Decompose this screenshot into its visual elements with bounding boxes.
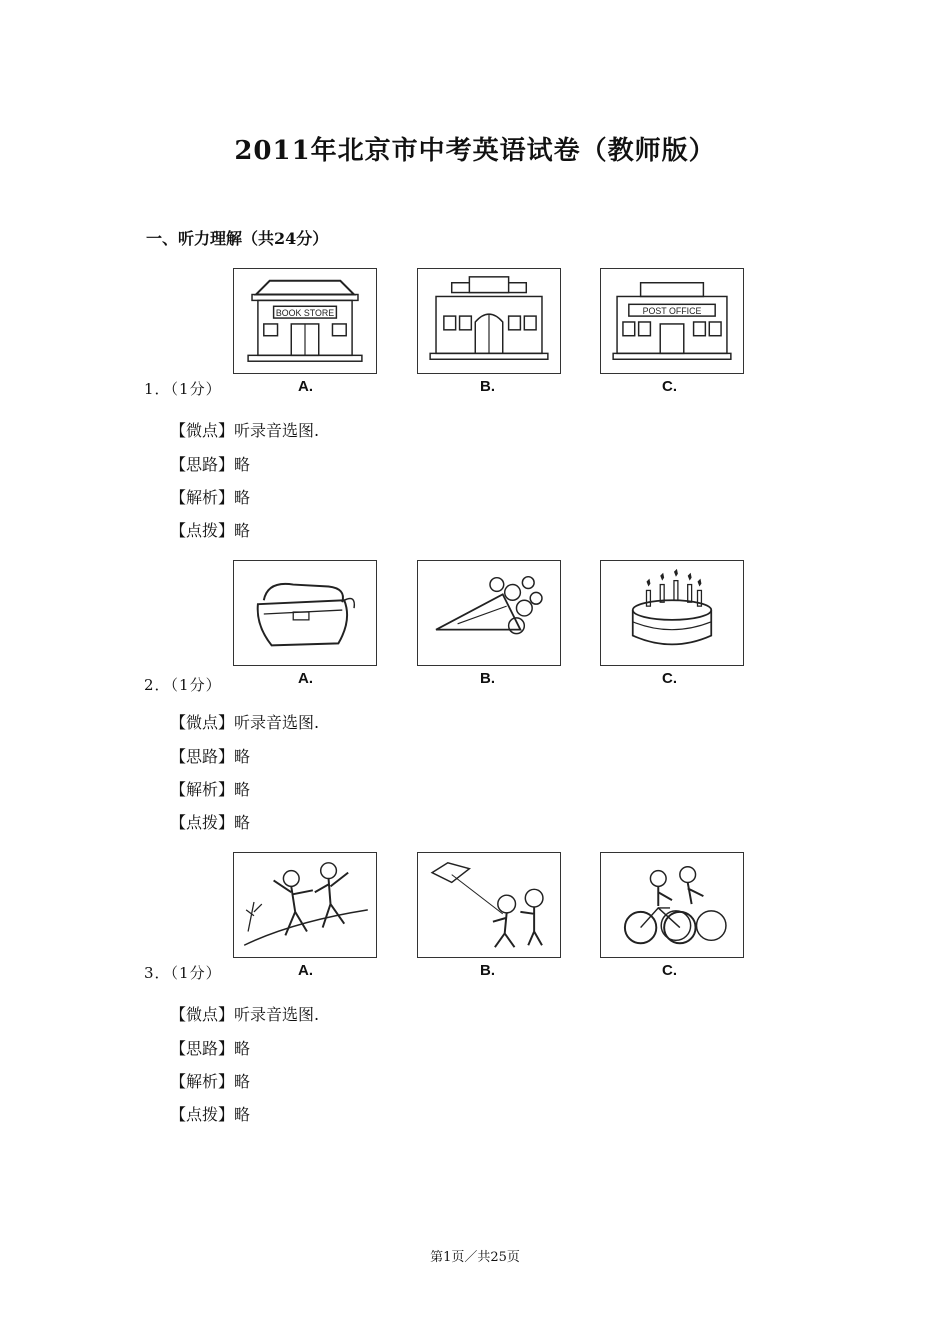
kids-climbing-icon	[234, 853, 376, 957]
bank-building-icon	[418, 269, 560, 373]
kids-riding-bikes-icon	[601, 853, 743, 957]
option-b-label: B.	[480, 962, 495, 979]
option-c-label: C.	[662, 378, 677, 395]
answer-line-point: 【微点】听录音选图.	[170, 421, 320, 440]
question-number: 2．（1分）	[144, 676, 222, 694]
answer-line-point: 【微点】听录音选图.	[170, 1005, 320, 1024]
birthday-cake-icon	[601, 561, 743, 665]
answer-line-tip: 【点拨】略	[170, 1105, 251, 1124]
answer-line-approach: 【思路】略	[170, 747, 251, 766]
question-number: 1．（1分）	[144, 380, 222, 398]
answer-line-approach: 【思路】略	[170, 1039, 251, 1058]
answer-line-point: 【微点】听录音选图.	[170, 713, 320, 732]
answer-line-approach: 【思路】略	[170, 455, 251, 474]
page-footer: 第1页／共25页	[430, 1250, 520, 1265]
option-c-cake-picture	[600, 560, 744, 666]
question-number: 3．（1分）	[144, 964, 222, 982]
flower-bouquet-icon	[418, 561, 560, 665]
option-c-label: C.	[662, 670, 677, 687]
section-heading: 一、听力理解（共24分）	[146, 229, 329, 248]
option-a-book-store-picture	[233, 268, 377, 374]
option-a-climbing-picture	[233, 852, 377, 958]
answer-line-analysis: 【解析】略	[170, 1072, 251, 1091]
option-a-label: A.	[298, 962, 313, 979]
option-a-label: A.	[298, 670, 313, 687]
answer-line-tip: 【点拨】略	[170, 521, 251, 540]
book-store-building-icon	[234, 269, 376, 373]
option-b-bank-picture	[417, 268, 561, 374]
option-c-label: C.	[662, 962, 677, 979]
answer-line-tip: 【点拨】略	[170, 813, 251, 832]
answer-line-analysis: 【解析】略	[170, 780, 251, 799]
handbag-icon	[234, 561, 376, 665]
option-a-label: A.	[298, 378, 313, 395]
option-a-handbag-picture	[233, 560, 377, 666]
option-b-label: B.	[480, 670, 495, 687]
question-1	[0, 268, 950, 560]
option-b-kite-picture	[417, 852, 561, 958]
option-b-label: B.	[480, 378, 495, 395]
page-title: 2011年北京市中考英语试卷（教师版）	[234, 136, 716, 166]
svg-text:BOOK STORE: BOOK STORE	[275, 308, 335, 319]
svg-text:POST OFFICE: POST OFFICE	[642, 306, 702, 317]
answer-line-analysis: 【解析】略	[170, 488, 251, 507]
option-c-bikes-picture	[600, 852, 744, 958]
post-office-building-icon	[601, 269, 743, 373]
option-b-flowers-picture	[417, 560, 561, 666]
option-c-post-office-picture	[600, 268, 744, 374]
kids-flying-kite-icon	[418, 853, 560, 957]
question-3	[0, 852, 950, 1144]
question-2	[0, 560, 950, 852]
